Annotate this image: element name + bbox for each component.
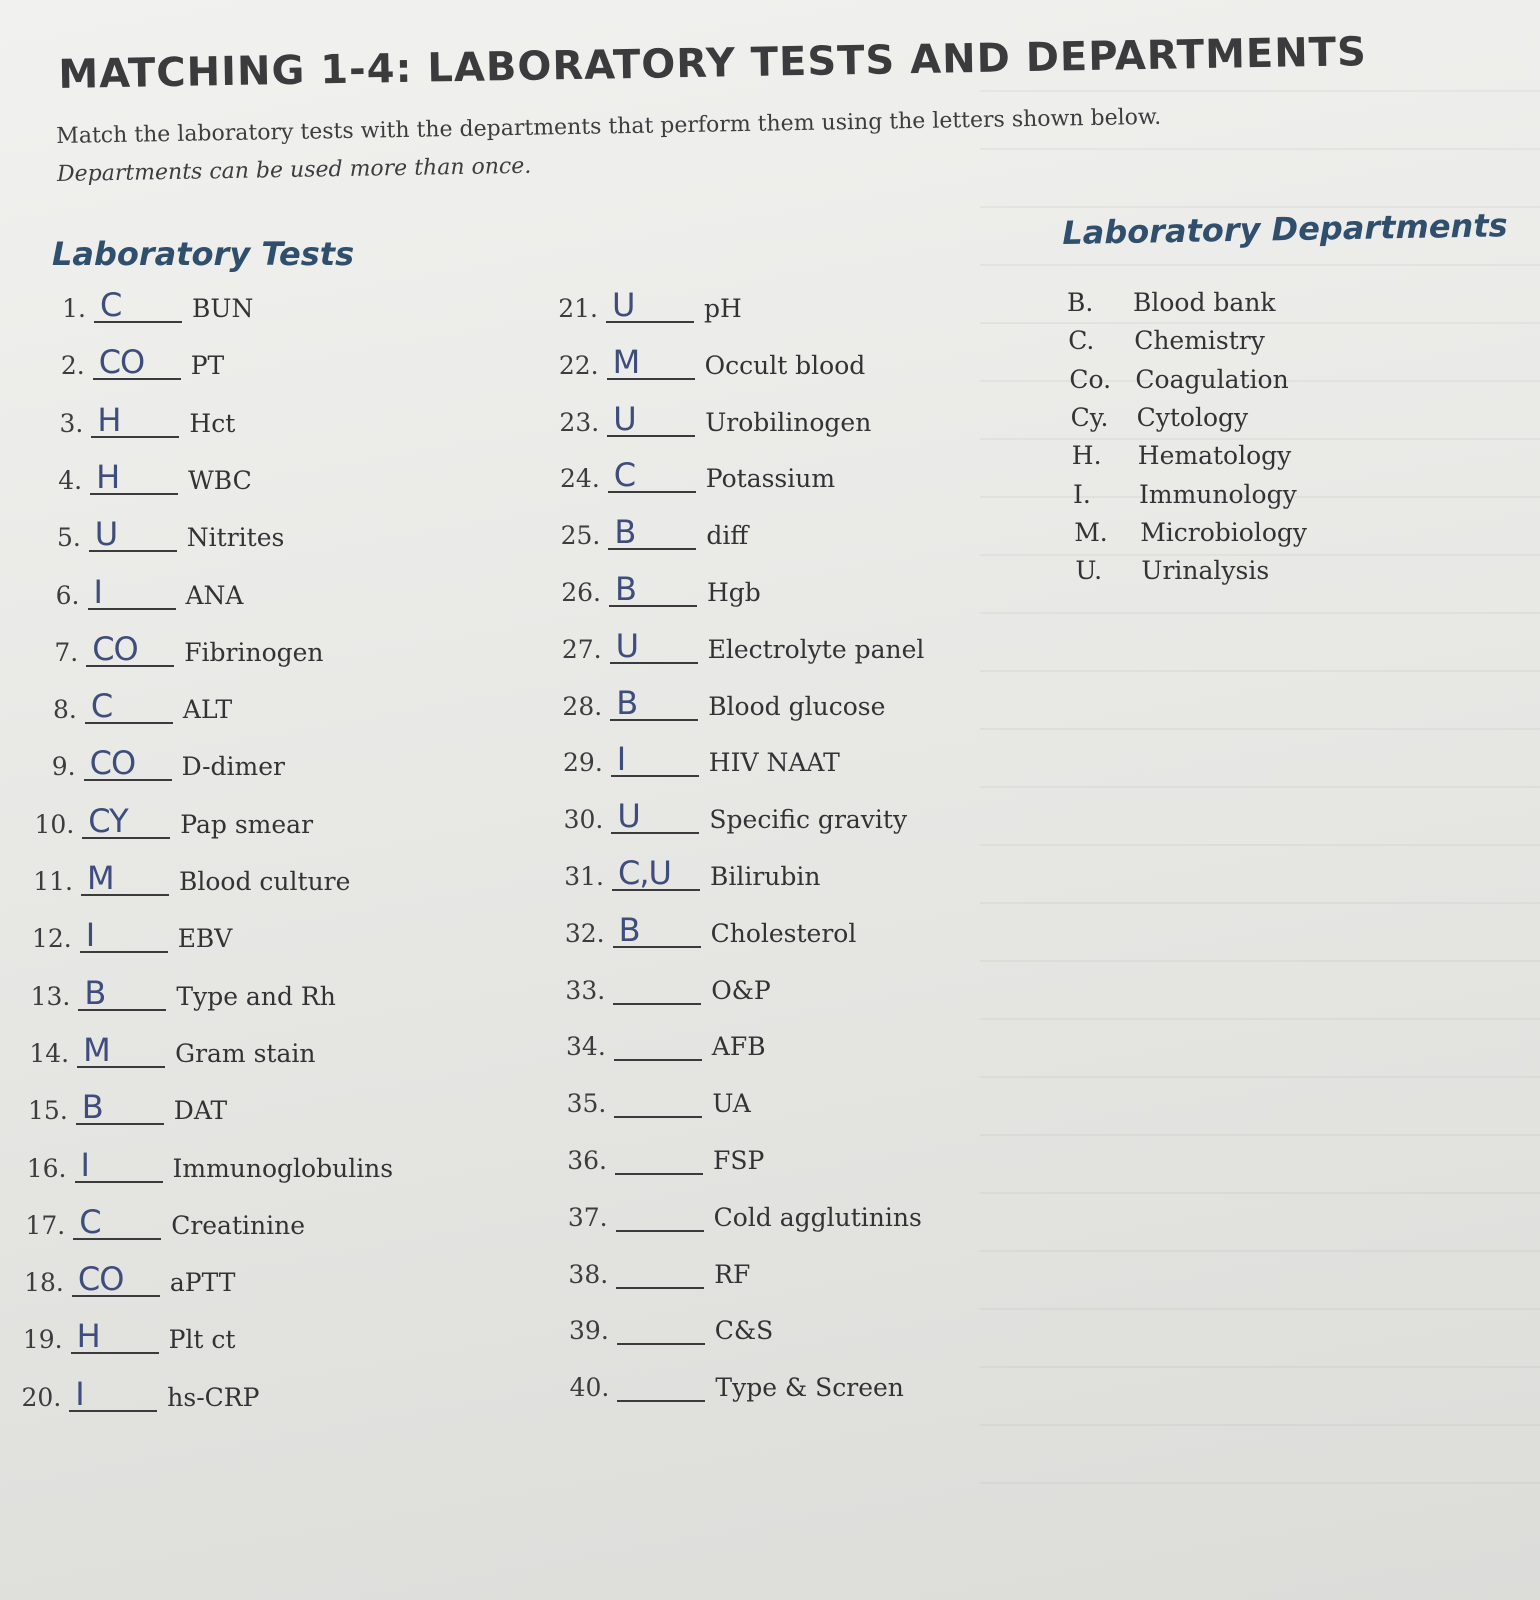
test-number: 2.	[60, 351, 85, 381]
answer-blank[interactable]	[610, 681, 698, 721]
test-row	[24, 971, 335, 1011]
answer-blank[interactable]	[608, 510, 696, 550]
test-name: HIV NAAT	[708, 748, 840, 778]
test-name: O&P	[711, 975, 771, 1005]
department-item	[1072, 441, 1291, 470]
test-row	[559, 965, 771, 1005]
test-row	[562, 1192, 922, 1232]
handwritten-answer: C	[613, 456, 636, 495]
test-number: 8.	[53, 695, 77, 725]
test-row	[552, 283, 742, 323]
test-name: BUN	[192, 294, 254, 323]
department-name: Microbiology	[1140, 517, 1308, 547]
test-name: Nitrites	[186, 523, 285, 553]
test-number: 27.	[561, 634, 602, 664]
test-number: 11.	[33, 867, 73, 896]
instructions	[56, 99, 1162, 194]
answer-blank[interactable]	[85, 684, 173, 724]
answer-blank[interactable]	[615, 1135, 703, 1175]
test-number: 3.	[59, 408, 84, 438]
handwritten-answer: I	[80, 1145, 89, 1184]
test-number: 36.	[567, 1146, 607, 1175]
background-texture	[980, 40, 1540, 1540]
test-row	[557, 737, 840, 777]
department-item	[1071, 403, 1249, 432]
instructions-line-2: Departments can be used more than once.	[56, 153, 532, 187]
test-name: Cholesterol	[710, 918, 857, 948]
handwritten-answer: U	[615, 626, 639, 665]
test-row	[560, 1021, 766, 1061]
answer-blank[interactable]	[73, 1200, 161, 1240]
test-number: 13.	[30, 981, 71, 1011]
test-number: 12.	[31, 924, 72, 954]
test-number: 35.	[566, 1089, 607, 1119]
test-row	[563, 1362, 904, 1402]
handwritten-answer: I	[85, 916, 95, 955]
department-code: Co.	[1069, 364, 1112, 394]
handwritten-answer: U	[613, 399, 636, 438]
answer-blank[interactable]	[82, 799, 170, 839]
test-name: AFB	[711, 1032, 766, 1062]
handwritten-answer: U	[94, 515, 118, 554]
test-name: FSP	[713, 1146, 765, 1175]
answer-blank[interactable]	[76, 1085, 164, 1125]
test-number: 1.	[62, 294, 86, 323]
test-row	[557, 794, 907, 834]
answer-blank[interactable]	[611, 794, 699, 834]
answer-blank[interactable]	[613, 965, 701, 1005]
answer-blank[interactable]	[607, 340, 695, 380]
test-row	[35, 512, 285, 552]
department-name: Hematology	[1137, 441, 1292, 471]
answer-blank[interactable]	[77, 1028, 165, 1068]
department-name: Blood bank	[1133, 288, 1276, 317]
department-code: H.	[1071, 441, 1102, 471]
test-name: Pap smear	[180, 809, 314, 839]
test-number: 18.	[24, 1268, 64, 1298]
page-title: MATCHING 1-4: LABORATORY TESTS AND DEPARTMENTS	[58, 29, 1368, 98]
test-row	[560, 1078, 750, 1118]
test-number: 4.	[58, 465, 83, 495]
handwritten-answer: H	[97, 400, 121, 439]
test-number: 21.	[558, 294, 598, 323]
handwritten-answer: CO	[77, 1260, 124, 1299]
test-row	[17, 1314, 236, 1354]
test-row	[563, 1305, 774, 1345]
department-code: U.	[1075, 556, 1103, 586]
test-row	[21, 1143, 394, 1183]
test-name: ANA	[185, 580, 244, 610]
test-number: 33.	[565, 975, 606, 1005]
test-row	[554, 510, 748, 550]
test-name: Blood culture	[179, 867, 351, 896]
test-name: Type & Screen	[715, 1373, 904, 1403]
answer-blank[interactable]	[71, 1314, 159, 1354]
department-code: B.	[1067, 288, 1094, 317]
departments-heading: Laboratory Departments	[1062, 206, 1508, 252]
answer-blank[interactable]	[80, 913, 168, 953]
test-row	[559, 908, 857, 948]
test-name: Bilirubin	[710, 862, 821, 891]
test-row	[31, 684, 232, 724]
answer-blank[interactable]	[616, 1249, 704, 1289]
answer-blank[interactable]	[610, 624, 698, 664]
handwritten-answer: CO	[92, 629, 138, 668]
handwritten-answer: C	[100, 286, 122, 324]
test-row	[556, 681, 885, 721]
test-row	[553, 397, 871, 437]
test-number: 15.	[28, 1096, 68, 1126]
test-row	[32, 627, 323, 667]
test-name: Type and Rh	[176, 981, 336, 1011]
department-code: C.	[1068, 326, 1095, 356]
test-row	[23, 1028, 315, 1068]
test-row	[26, 913, 233, 953]
test-row	[36, 455, 252, 495]
handwritten-answer: M	[612, 342, 640, 381]
handwritten-answer: C	[79, 1202, 101, 1241]
handwritten-answer: CO	[98, 343, 145, 382]
test-number: 24.	[560, 464, 600, 494]
answer-blank[interactable]	[607, 397, 695, 437]
test-number: 29.	[563, 748, 603, 778]
answer-blank[interactable]	[86, 627, 174, 667]
test-row	[562, 1249, 750, 1289]
answer-blank[interactable]	[81, 856, 169, 896]
test-name: pH	[704, 294, 742, 323]
handwritten-answer: I	[75, 1374, 84, 1413]
test-name: Plt ct	[168, 1325, 236, 1355]
test-name: Immunoglobulins	[172, 1153, 394, 1183]
test-row	[27, 856, 350, 896]
test-name: Specific gravity	[709, 805, 908, 835]
test-row	[556, 624, 925, 664]
test-name: Creatinine	[171, 1210, 306, 1240]
department-code: Cy.	[1070, 402, 1109, 432]
answer-blank[interactable]	[93, 340, 181, 380]
department-item	[1068, 326, 1265, 355]
handwritten-answer: H	[96, 457, 120, 496]
department-name: Chemistry	[1134, 326, 1265, 356]
test-name: Gram stain	[175, 1038, 316, 1068]
test-row	[37, 398, 235, 438]
answer-blank[interactable]	[614, 1078, 702, 1118]
handwritten-answer: B	[84, 973, 106, 1012]
test-number: 16.	[26, 1153, 67, 1183]
test-name: ALT	[182, 695, 233, 725]
department-item	[1075, 556, 1269, 585]
test-name: Occult blood	[704, 350, 866, 380]
answer-blank[interactable]	[608, 453, 696, 493]
department-name: Immunology	[1139, 479, 1297, 509]
answer-blank[interactable]	[78, 971, 166, 1011]
test-row	[28, 799, 313, 839]
test-row	[553, 340, 866, 380]
test-row	[558, 851, 821, 891]
test-number: 23.	[559, 407, 600, 437]
test-name: Cold agglutinins	[713, 1202, 922, 1232]
handwritten-answer: B	[616, 683, 638, 722]
department-code: M.	[1074, 517, 1108, 547]
test-name: diff	[706, 521, 749, 551]
handwritten-answer: U	[612, 286, 635, 324]
answer-blank[interactable]	[84, 741, 172, 781]
test-row	[554, 453, 835, 493]
handwritten-answer: M	[87, 859, 114, 897]
answer-blank[interactable]	[90, 455, 178, 495]
test-name: Potassium	[705, 464, 836, 494]
test-number: 19.	[22, 1325, 63, 1355]
handwritten-answer: B	[618, 910, 640, 949]
answer-blank[interactable]	[617, 1362, 705, 1402]
answer-blank[interactable]	[617, 1305, 705, 1345]
test-name: D-dimer	[181, 752, 285, 782]
test-number: 34.	[566, 1032, 606, 1062]
tests-heading: Laboratory Tests	[52, 235, 355, 273]
test-name: Hgb	[707, 578, 761, 607]
test-number: 31.	[564, 862, 604, 891]
test-name: Fibrinogen	[184, 637, 324, 667]
handwritten-answer: I	[616, 740, 626, 779]
answer-blank[interactable]	[72, 1257, 160, 1297]
department-item	[1067, 288, 1276, 317]
test-name: C&S	[714, 1316, 774, 1346]
test-number: 6.	[55, 580, 80, 610]
test-number: 9.	[51, 752, 76, 782]
department-name: Cytology	[1136, 402, 1249, 432]
answer-blank[interactable]	[91, 398, 179, 438]
department-item	[1069, 365, 1288, 394]
answer-blank[interactable]	[88, 570, 176, 610]
handwritten-answer: B	[615, 570, 636, 608]
answer-blank[interactable]	[611, 737, 699, 777]
test-number: 38.	[568, 1259, 609, 1289]
test-name: Electrolyte panel	[707, 634, 925, 664]
test-row	[40, 283, 253, 323]
handwritten-answer: U	[617, 797, 640, 836]
handwritten-answer: H	[76, 1317, 100, 1356]
test-number: 39.	[569, 1316, 609, 1346]
handwritten-answer: M	[83, 1030, 110, 1069]
test-row	[18, 1257, 236, 1297]
test-name: RF	[714, 1259, 751, 1289]
test-number: 40.	[569, 1373, 610, 1403]
department-code: I.	[1073, 479, 1091, 509]
answer-blank[interactable]	[606, 283, 694, 323]
department-item	[1074, 518, 1307, 547]
handwritten-answer: I	[93, 572, 102, 611]
test-number: 14.	[29, 1038, 70, 1068]
handwritten-answer: B	[81, 1088, 103, 1127]
test-row	[561, 1135, 764, 1175]
handwritten-answer: CY	[88, 801, 128, 840]
answer-blank[interactable]	[75, 1143, 163, 1183]
test-row	[30, 741, 285, 781]
test-number: 28.	[562, 691, 603, 721]
test-name: hs-CRP	[167, 1382, 260, 1412]
test-number: 37.	[567, 1202, 608, 1232]
test-name: Blood glucose	[708, 691, 886, 721]
test-number: 30.	[563, 805, 604, 835]
test-row	[555, 567, 761, 607]
test-name: DAT	[173, 1096, 228, 1126]
department-item	[1073, 480, 1297, 509]
answer-blank[interactable]	[609, 567, 697, 607]
test-name: aPTT	[169, 1268, 236, 1298]
test-name: Hct	[189, 408, 236, 438]
answer-blank[interactable]	[613, 908, 701, 948]
answer-blank[interactable]	[94, 283, 182, 323]
test-number: 25.	[560, 521, 601, 551]
test-name: UA	[712, 1089, 751, 1119]
answer-blank[interactable]	[616, 1192, 704, 1232]
test-number: 5.	[56, 523, 81, 553]
test-number: 7.	[54, 637, 79, 667]
handwritten-answer: B	[614, 513, 636, 552]
test-name: PT	[190, 351, 225, 381]
department-name: Coagulation	[1135, 364, 1289, 394]
answer-blank[interactable]	[614, 1021, 702, 1061]
handwritten-answer: C	[90, 687, 113, 726]
answer-blank[interactable]	[89, 512, 177, 552]
handwritten-answer: C,U	[618, 854, 671, 892]
answer-blank[interactable]	[612, 851, 700, 891]
test-number: 20.	[21, 1382, 62, 1412]
test-row	[15, 1372, 259, 1412]
test-row	[22, 1085, 227, 1125]
test-name: Urobilinogen	[705, 407, 872, 437]
test-row	[39, 340, 225, 380]
test-number: 17.	[25, 1210, 66, 1240]
test-name: WBC	[188, 465, 252, 495]
department-name: Urinalysis	[1141, 556, 1270, 586]
instructions-line-1: Match the laboratory tests with the departments that perform them using the letters shown below.	[56, 104, 1162, 149]
handwritten-answer: CO	[89, 744, 136, 783]
test-name: EBV	[177, 924, 233, 954]
test-number: 10.	[34, 809, 75, 839]
test-row	[34, 570, 244, 610]
test-row	[19, 1200, 305, 1240]
test-number: 26.	[561, 578, 601, 607]
answer-blank[interactable]	[69, 1372, 157, 1412]
test-number: 32.	[564, 918, 605, 948]
test-number: 22.	[558, 350, 599, 380]
